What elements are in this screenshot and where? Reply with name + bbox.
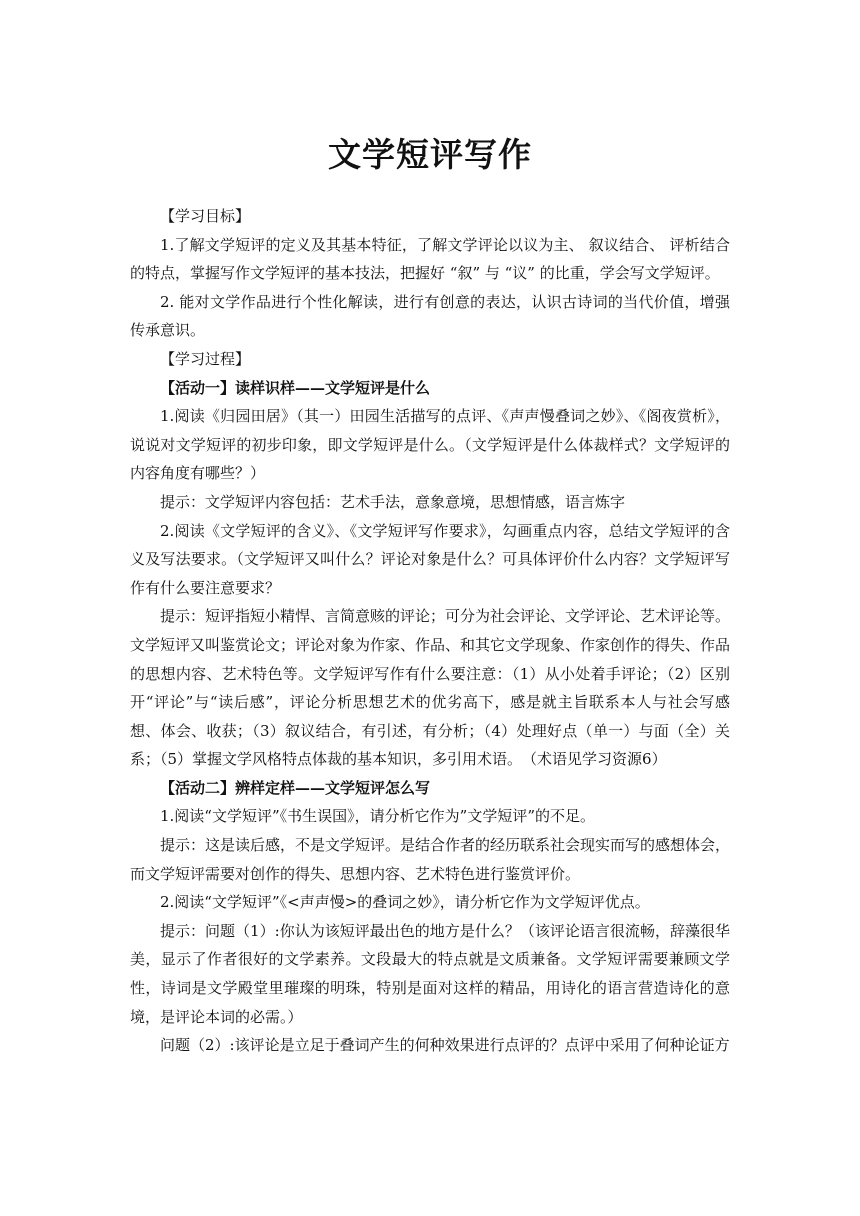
paragraph: 2.阅读《文学短评的含义》、《文学短评写作要求》，勾画重点内容，总结文学短评的含义及写法要求。（文学短评又叫什么？评论对象是什么？可具体评价什么内容？文学短评写作有什么要注意要求？ [130, 521, 730, 597]
paragraph: 1.了解文学短评的定义及其基本特征，了解文学评论以议为主、 叙议结合、 评析结合的特点，掌握写作文学短评的基本技法，把握好 “叙” 与 “议” 的比重，学会写文学短评。 [130, 235, 730, 283]
paragraph-hint: 提示：这是读后感，不是文学短评。是结合作者的经历联系社会现实而写的感想体会，而文学短评需要对创作的得失、思想内容、艺术特色进行鉴赏评价。 [130, 836, 731, 883]
paragraph: 1.阅读“文学短评”《书生误国》，请分析它作为”文学短评”的不足。 [160, 807, 595, 826]
paragraph-hint: 提示：问题（1）:你认为该短评最出色的地方是什么？（该评论语言很流畅，辞藻很华美，显示了作者很好的文学素养。文段最大的特点就是文质兼备。文学短评需要兼顾文学性，诗词是文学殿堂里璀璨的明珠，特别是面对这样的精品，用诗化的语言营造诗化的意境，是评论本词的必需。） [130, 921, 730, 1026]
paragraph: 2.阅读“文学短评”《<声声慢>的叠词之妙》，请分析它作为文学短评优点。 [160, 893, 650, 912]
paragraph: 问题（2）:该评论是立足于叠词产生的何种效果进行点评的？点评中采用了何种论证方 [160, 1036, 730, 1055]
document-body [130, 202, 730, 1060]
activity-one-heading: 【活动一】读样识样——文学短评是什么 [160, 378, 431, 397]
activity-two-heading: 【活动二】辨样定样——文学短评怎么写 [160, 778, 431, 797]
paragraph: 2. 能对文学作品进行个性化解读，进行有创意的表达，认识古诗词的当代价值，增强传承意识。 [130, 292, 730, 340]
page-title: 文学短评写作 [328, 135, 532, 174]
paragraph-hint: 提示：短评指短小精悍、言简意赅的评论；可分为社会评论、文学评论、艺术评论等。文学短评又叫鉴赏论文；评论对象为作家、作品、和其它文学现象、作家创作的得失、作品的思想内容、艺术特色等。文学短评写作有什么要注意：（1）从小处着手评论；（2）区别开“评论”与“读后感”，评论分析思想艺术的优劣高下，感是就主旨联系本人与社会写感想、体会、收获；（3）叙议结合，有引述，有分析；（4）处理好点（单一）与面（全）关系；（5）掌握文学风格特点体裁的基本知识，多引用术语。 （术语见学习资源6） [130, 607, 731, 769]
paragraph-objectives-heading: 【学习目标】 [160, 207, 251, 225]
paragraph-process-heading: 【学习过程】 [160, 349, 251, 368]
paragraph: 1.阅读《归园田居》（其一）田园生活描写的点评、《声声慢叠词之妙》、《阁夜赏析》，说说对文学短评的初步印象，即文学短评是什么。（文学短评是什么体裁样式？文学短评的内容角度有哪些？） [130, 407, 730, 483]
paragraph-hint: 提示：文学短评内容包括：艺术手法，意象意境，思想情感，语言炼字 [160, 492, 626, 511]
